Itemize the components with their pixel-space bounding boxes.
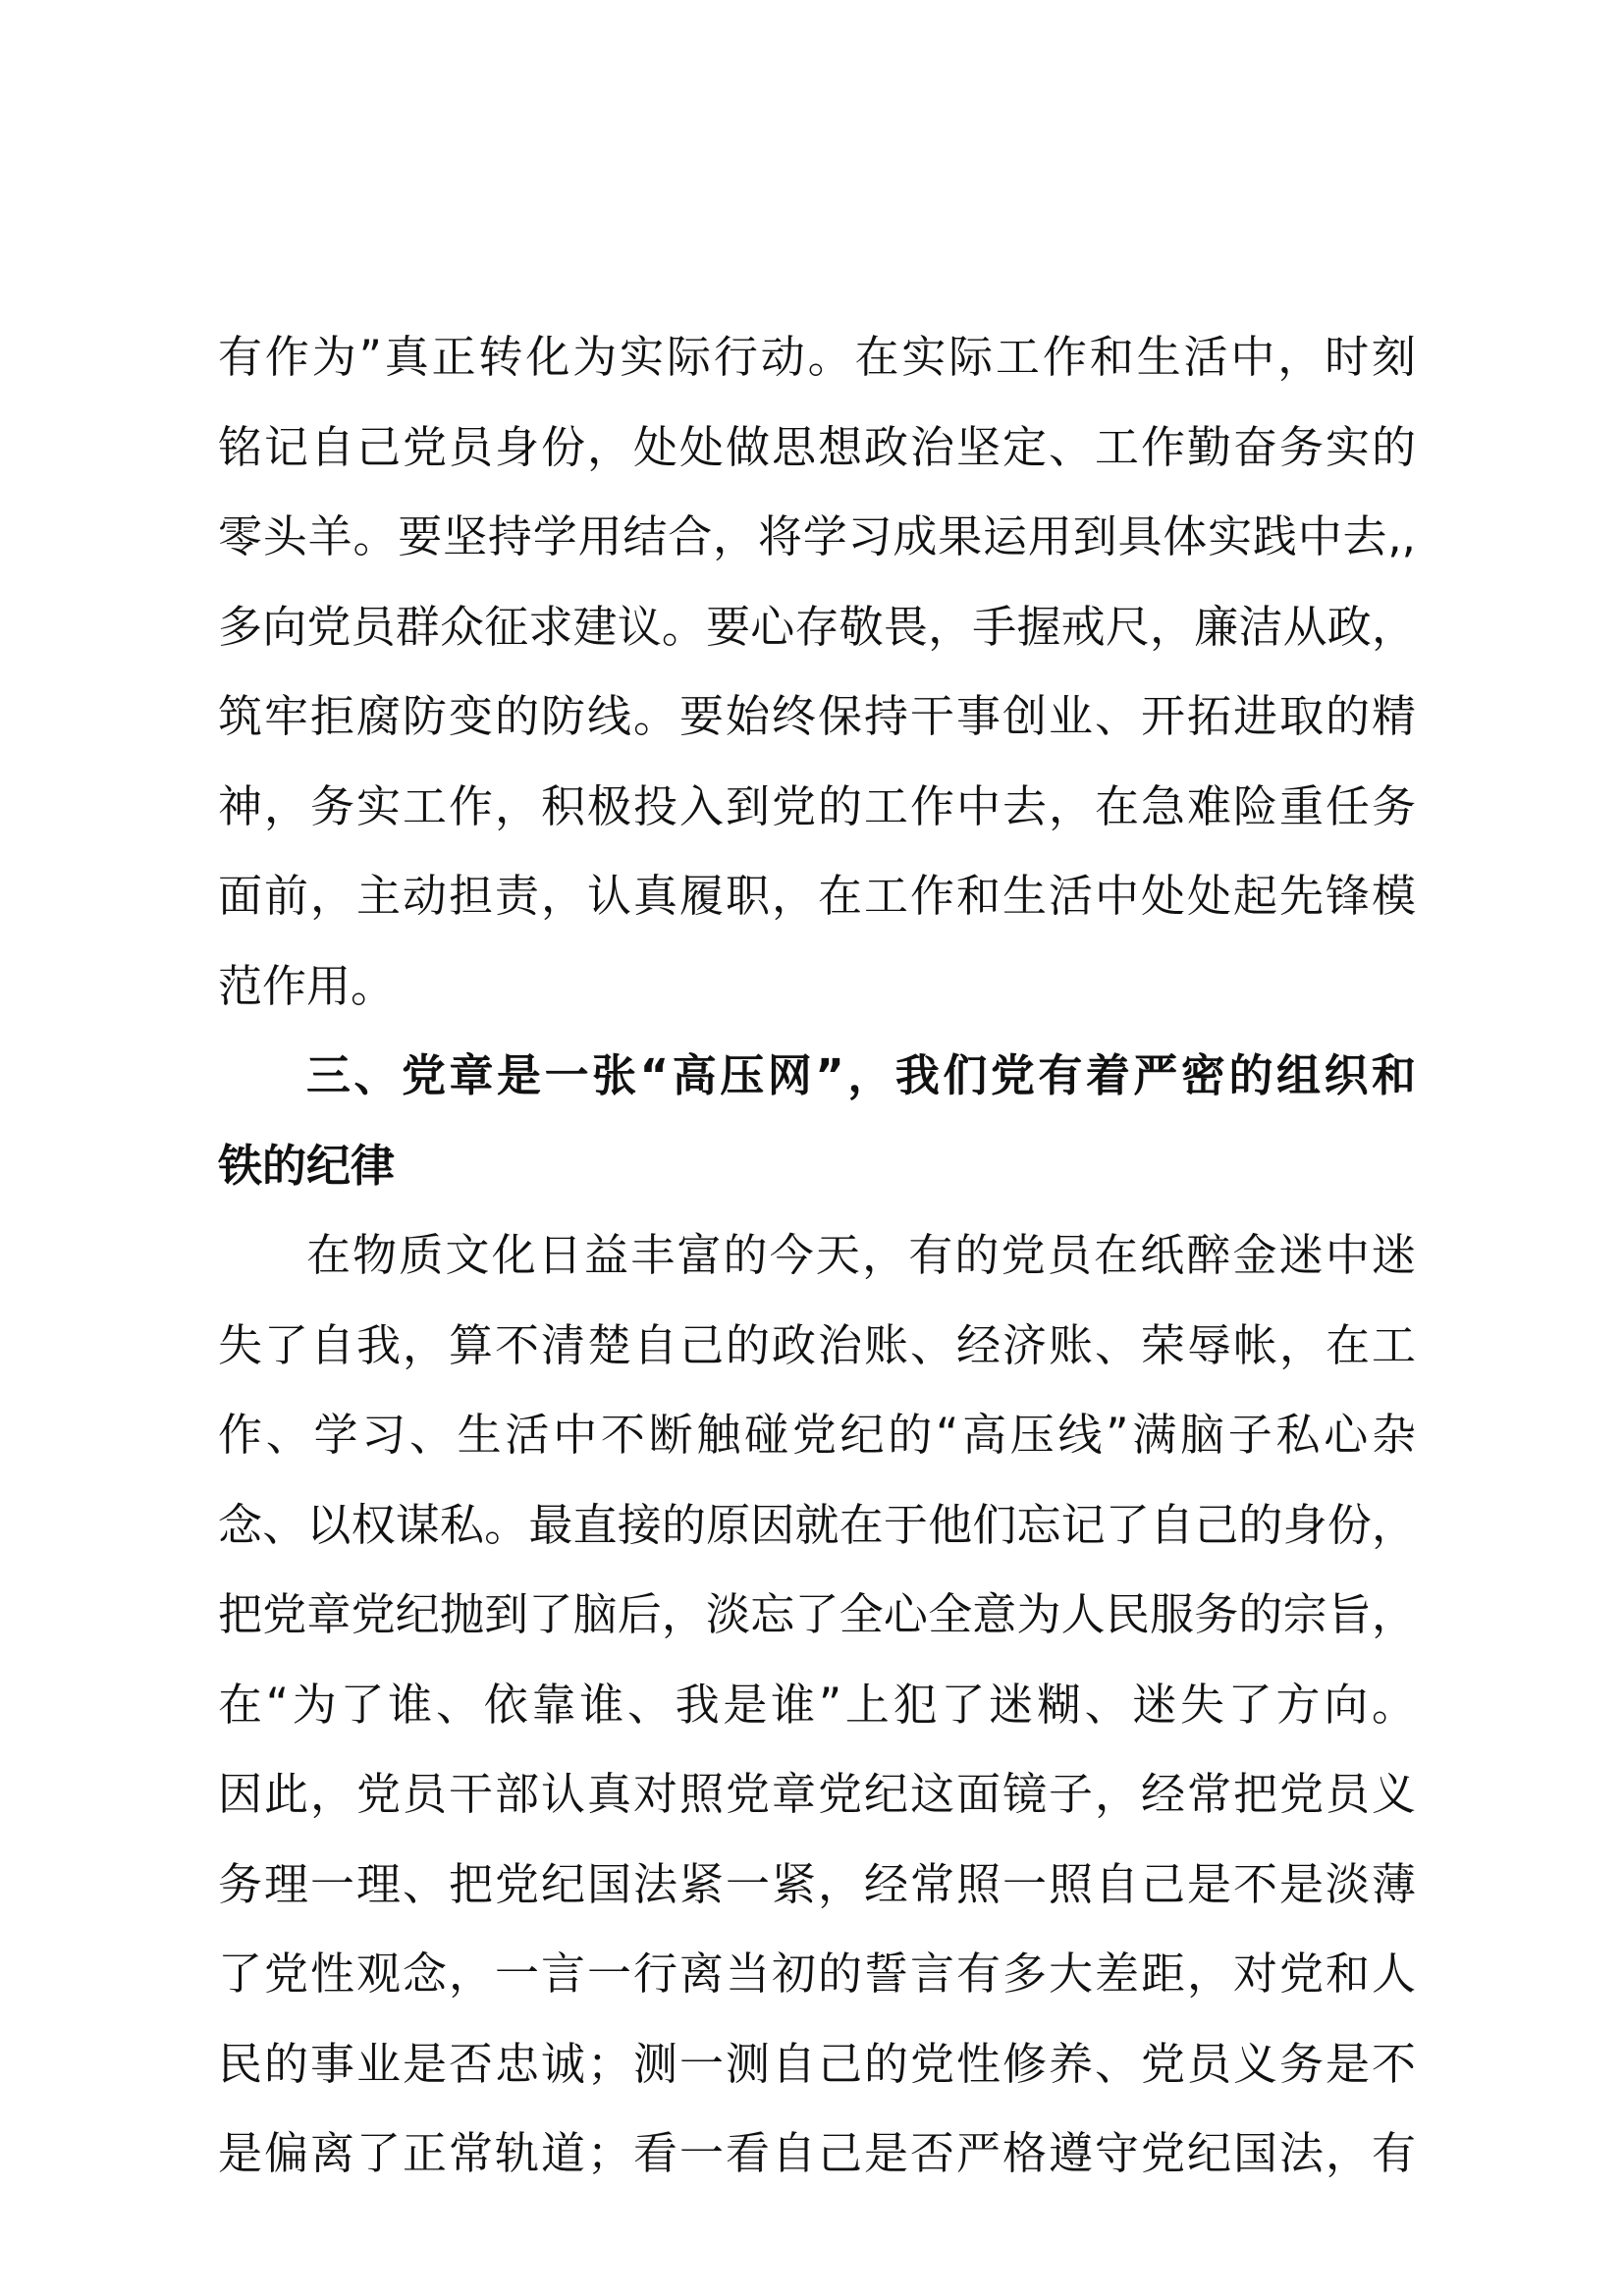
text-line: 务理一理、把党纪国法紧一紧，经常照一照自己是不是淡薄 — [218, 1857, 1416, 1910]
text-line: 把党章党纪抛到了脑后，淡忘了全心全意为人民服务的宗旨， — [218, 1588, 1416, 1640]
text-line: 范作用。 — [218, 959, 396, 1012]
heading-line: 三、党章是一张“高压网”，我们党有着严密的组织和 — [306, 1049, 1416, 1101]
text-line: 在物质文化日益丰富的今天，有的党员在纸醉金迷中迷 — [306, 1229, 1416, 1281]
text-line: 在“为了谁、依靠谁、我是谁”上犯了迷糊、迷失了方向。 — [218, 1678, 1416, 1731]
text-line: 多向党员群众征求建议。要心存敬畏，手握戒尺，廉洁从政， — [218, 600, 1416, 653]
text-line: 是偏离了正常轨道；看一看自己是否严格遵守党纪国法，有 — [218, 2127, 1416, 2179]
text-line: 零头羊。要坚持学用结合，将学习成果运用到具体实践中去,, — [218, 510, 1416, 562]
text-line: 失了自我，算不清楚自己的政治账、经济账、荣辱帐，在工 — [218, 1318, 1416, 1371]
text-line: 筑牢拒腐防变的防线。要始终保持干事创业、开拓进取的精 — [218, 690, 1416, 742]
paragraph — [218, 1210, 1416, 2199]
text-line: 面前，主动担责，认真履职，在工作和生活中处处起先锋模 — [218, 870, 1416, 922]
text-line: 念、以权谋私。最直接的原因就在于他们忘记了自己的身份， — [218, 1498, 1416, 1551]
section-heading — [218, 1031, 1416, 1210]
text-line: 铭记自己党员身份，处处做思想政治坚定、工作勤奋务实的 — [218, 420, 1416, 473]
text-line: 神，务实工作，积极投入到党的工作中去，在急难险重任务 — [218, 779, 1416, 832]
document-body — [218, 312, 1416, 2199]
text-line: 了党性观念，一言一行离当初的誓言有多大差距，对党和人 — [218, 1948, 1416, 2000]
text-line: 作、学习、生活中不断触碰党纪的“高压线”满脑子私心杂 — [218, 1409, 1416, 1461]
text-line: 有作为”真正转化为实际行动。在实际工作和生活中，时刻 — [218, 331, 1416, 383]
text-line: 因此，党员干部认真对照党章党纪这面镜子，经常把党员义 — [218, 1768, 1416, 1820]
paragraph-continuation — [218, 312, 1416, 1031]
heading-line: 铁的纪律 — [218, 1139, 396, 1192]
text-line: 民的事业是否忠诚；测一测自己的党性修养、党员义务是不 — [218, 2037, 1416, 2090]
